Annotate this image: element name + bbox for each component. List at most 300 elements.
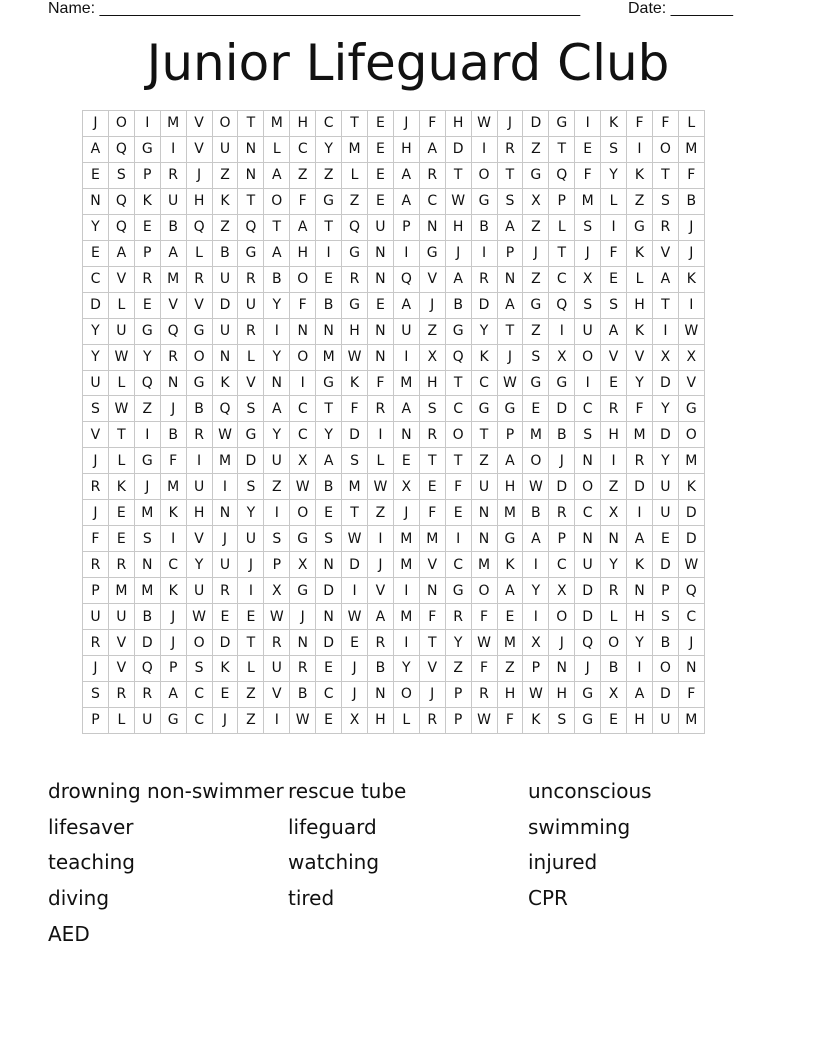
grid-cell[interactable]: A	[652, 266, 678, 292]
grid-cell[interactable]: G	[134, 448, 160, 474]
grid-cell[interactable]: P	[134, 240, 160, 266]
grid-cell[interactable]: N	[367, 266, 393, 292]
grid-cell[interactable]: I	[134, 111, 160, 137]
grid-cell[interactable]: R	[290, 656, 316, 682]
grid-cell[interactable]: H	[497, 474, 523, 500]
grid-cell[interactable]: C	[445, 396, 471, 422]
grid-cell[interactable]: A	[108, 240, 134, 266]
grid-cell[interactable]: R	[471, 266, 497, 292]
grid-cell[interactable]: I	[238, 578, 264, 604]
grid-cell[interactable]: D	[342, 552, 368, 578]
grid-cell[interactable]: D	[652, 370, 678, 396]
grid-cell[interactable]: A	[627, 526, 653, 552]
grid-cell[interactable]: N	[367, 318, 393, 344]
grid-cell[interactable]: J	[575, 240, 601, 266]
grid-cell[interactable]: S	[549, 707, 575, 733]
grid-cell[interactable]: U	[83, 604, 109, 630]
grid-cell[interactable]: Z	[290, 162, 316, 188]
grid-cell[interactable]: B	[549, 422, 575, 448]
grid-cell[interactable]: E	[393, 448, 419, 474]
grid-cell[interactable]: H	[497, 681, 523, 707]
grid-cell[interactable]: N	[83, 188, 109, 214]
grid-cell[interactable]: F	[419, 500, 445, 526]
grid-cell[interactable]: S	[134, 526, 160, 552]
grid-cell[interactable]: Y	[264, 422, 290, 448]
grid-cell[interactable]: U	[212, 136, 238, 162]
grid-cell[interactable]: F	[445, 474, 471, 500]
grid-cell[interactable]: A	[497, 214, 523, 240]
grid-cell[interactable]: J	[549, 630, 575, 656]
grid-cell[interactable]: U	[160, 188, 186, 214]
grid-cell[interactable]: M	[393, 526, 419, 552]
grid-cell[interactable]: W	[523, 474, 549, 500]
grid-cell[interactable]: R	[83, 630, 109, 656]
grid-cell[interactable]: H	[627, 292, 653, 318]
grid-cell[interactable]: N	[367, 681, 393, 707]
grid-cell[interactable]: R	[367, 396, 393, 422]
grid-cell[interactable]: V	[678, 370, 704, 396]
grid-cell[interactable]: K	[471, 344, 497, 370]
grid-cell[interactable]: N	[367, 344, 393, 370]
grid-cell[interactable]: D	[212, 292, 238, 318]
grid-cell[interactable]: L	[367, 448, 393, 474]
grid-cell[interactable]: V	[186, 136, 212, 162]
grid-cell[interactable]: D	[575, 578, 601, 604]
grid-cell[interactable]: R	[471, 681, 497, 707]
grid-cell[interactable]: L	[108, 292, 134, 318]
grid-cell[interactable]: I	[393, 240, 419, 266]
grid-cell[interactable]: S	[652, 604, 678, 630]
grid-cell[interactable]: R	[108, 681, 134, 707]
grid-cell[interactable]: M	[523, 422, 549, 448]
grid-cell[interactable]: M	[393, 370, 419, 396]
grid-cell[interactable]: A	[290, 214, 316, 240]
grid-cell[interactable]: F	[652, 111, 678, 137]
grid-cell[interactable]: J	[290, 604, 316, 630]
grid-cell[interactable]: Z	[523, 318, 549, 344]
grid-cell[interactable]: E	[238, 604, 264, 630]
grid-cell[interactable]: J	[367, 552, 393, 578]
grid-cell[interactable]: N	[575, 526, 601, 552]
grid-cell[interactable]: H	[627, 707, 653, 733]
grid-cell[interactable]: Q	[678, 578, 704, 604]
grid-cell[interactable]: W	[471, 111, 497, 137]
grid-cell[interactable]: U	[471, 474, 497, 500]
grid-cell[interactable]: R	[497, 136, 523, 162]
grid-cell[interactable]: I	[290, 370, 316, 396]
grid-cell[interactable]: O	[652, 656, 678, 682]
grid-cell[interactable]: H	[342, 318, 368, 344]
grid-cell[interactable]: I	[160, 136, 186, 162]
grid-cell[interactable]: F	[497, 707, 523, 733]
grid-cell[interactable]: F	[471, 604, 497, 630]
grid-cell[interactable]: L	[342, 162, 368, 188]
grid-cell[interactable]: Y	[316, 422, 342, 448]
grid-cell[interactable]: H	[445, 111, 471, 137]
grid-cell[interactable]: G	[523, 162, 549, 188]
grid-cell[interactable]: I	[393, 578, 419, 604]
grid-cell[interactable]: A	[393, 396, 419, 422]
name-field[interactable]: Name: ______________________________________________________	[48, 0, 581, 17]
grid-cell[interactable]: C	[549, 552, 575, 578]
grid-cell[interactable]: D	[652, 422, 678, 448]
grid-cell[interactable]: U	[212, 318, 238, 344]
grid-cell[interactable]: J	[160, 630, 186, 656]
grid-cell[interactable]: U	[575, 318, 601, 344]
grid-cell[interactable]: U	[367, 214, 393, 240]
grid-cell[interactable]: Q	[108, 136, 134, 162]
grid-cell[interactable]: I	[627, 656, 653, 682]
grid-cell[interactable]: G	[290, 578, 316, 604]
grid-cell[interactable]: G	[549, 370, 575, 396]
grid-cell[interactable]: Y	[627, 630, 653, 656]
grid-cell[interactable]: N	[238, 136, 264, 162]
grid-cell[interactable]: E	[316, 266, 342, 292]
grid-cell[interactable]: H	[549, 681, 575, 707]
grid-cell[interactable]: F	[342, 396, 368, 422]
grid-cell[interactable]: I	[393, 344, 419, 370]
grid-cell[interactable]: T	[316, 214, 342, 240]
grid-cell[interactable]: E	[134, 292, 160, 318]
grid-cell[interactable]: P	[549, 188, 575, 214]
grid-cell[interactable]: U	[238, 292, 264, 318]
grid-cell[interactable]: A	[627, 681, 653, 707]
grid-cell[interactable]: U	[108, 318, 134, 344]
grid-cell[interactable]: M	[342, 474, 368, 500]
grid-cell[interactable]: U	[652, 707, 678, 733]
grid-cell[interactable]: O	[575, 474, 601, 500]
grid-cell[interactable]: D	[575, 604, 601, 630]
grid-cell[interactable]: N	[471, 526, 497, 552]
grid-cell[interactable]: G	[238, 240, 264, 266]
grid-cell[interactable]: T	[471, 422, 497, 448]
grid-cell[interactable]: U	[393, 318, 419, 344]
grid-cell[interactable]: G	[160, 707, 186, 733]
grid-cell[interactable]: O	[186, 630, 212, 656]
grid-cell[interactable]: K	[678, 474, 704, 500]
grid-cell[interactable]: M	[212, 448, 238, 474]
grid-cell[interactable]: W	[212, 422, 238, 448]
grid-cell[interactable]: C	[678, 604, 704, 630]
grid-cell[interactable]: W	[678, 318, 704, 344]
grid-cell[interactable]: C	[419, 188, 445, 214]
grid-cell[interactable]: Z	[497, 656, 523, 682]
grid-cell[interactable]: H	[601, 422, 627, 448]
grid-cell[interactable]: X	[523, 630, 549, 656]
grid-cell[interactable]: T	[264, 214, 290, 240]
grid-cell[interactable]: P	[497, 240, 523, 266]
grid-cell[interactable]: D	[652, 552, 678, 578]
grid-cell[interactable]: L	[108, 707, 134, 733]
grid-cell[interactable]: I	[523, 552, 549, 578]
grid-cell[interactable]: H	[627, 604, 653, 630]
grid-cell[interactable]: J	[238, 552, 264, 578]
grid-cell[interactable]: Z	[134, 396, 160, 422]
grid-cell[interactable]: N	[419, 578, 445, 604]
grid-cell[interactable]: B	[316, 474, 342, 500]
grid-cell[interactable]: N	[367, 240, 393, 266]
grid-cell[interactable]: Y	[652, 396, 678, 422]
grid-cell[interactable]: S	[83, 396, 109, 422]
grid-cell[interactable]: M	[678, 136, 704, 162]
grid-cell[interactable]: Y	[316, 136, 342, 162]
grid-cell[interactable]: N	[549, 656, 575, 682]
grid-cell[interactable]: Y	[601, 162, 627, 188]
grid-cell[interactable]: P	[134, 162, 160, 188]
grid-cell[interactable]: K	[108, 474, 134, 500]
grid-cell[interactable]: G	[342, 292, 368, 318]
grid-cell[interactable]: Z	[523, 136, 549, 162]
grid-cell[interactable]: S	[523, 344, 549, 370]
grid-cell[interactable]: M	[160, 474, 186, 500]
grid-cell[interactable]: H	[393, 136, 419, 162]
grid-cell[interactable]: S	[238, 396, 264, 422]
grid-cell[interactable]: J	[575, 656, 601, 682]
grid-cell[interactable]: R	[160, 344, 186, 370]
grid-cell[interactable]: E	[445, 500, 471, 526]
grid-cell[interactable]: E	[108, 526, 134, 552]
grid-cell[interactable]: G	[678, 396, 704, 422]
grid-cell[interactable]: R	[212, 578, 238, 604]
grid-cell[interactable]: O	[575, 344, 601, 370]
grid-cell[interactable]: Y	[238, 500, 264, 526]
grid-cell[interactable]: K	[627, 162, 653, 188]
grid-cell[interactable]: W	[471, 630, 497, 656]
grid-cell[interactable]: U	[212, 552, 238, 578]
grid-cell[interactable]: M	[497, 630, 523, 656]
grid-cell[interactable]: T	[497, 162, 523, 188]
grid-cell[interactable]: M	[160, 111, 186, 137]
grid-cell[interactable]: V	[652, 240, 678, 266]
grid-cell[interactable]: E	[342, 630, 368, 656]
grid-cell[interactable]: Y	[83, 318, 109, 344]
grid-cell[interactable]: Q	[549, 292, 575, 318]
grid-cell[interactable]: Z	[212, 162, 238, 188]
grid-cell[interactable]: O	[445, 422, 471, 448]
grid-cell[interactable]: J	[212, 707, 238, 733]
grid-cell[interactable]: W	[342, 526, 368, 552]
grid-cell[interactable]: T	[652, 162, 678, 188]
grid-cell[interactable]: F	[83, 526, 109, 552]
grid-cell[interactable]: I	[160, 526, 186, 552]
grid-cell[interactable]: S	[342, 448, 368, 474]
grid-cell[interactable]: U	[212, 266, 238, 292]
grid-cell[interactable]: Z	[316, 162, 342, 188]
grid-cell[interactable]: J	[549, 448, 575, 474]
grid-cell[interactable]: D	[342, 422, 368, 448]
grid-cell[interactable]: I	[471, 240, 497, 266]
grid-cell[interactable]: S	[601, 136, 627, 162]
grid-cell[interactable]: Z	[212, 214, 238, 240]
grid-cell[interactable]: F	[678, 162, 704, 188]
grid-cell[interactable]: Z	[445, 656, 471, 682]
grid-cell[interactable]: H	[186, 500, 212, 526]
grid-cell[interactable]: X	[652, 344, 678, 370]
grid-cell[interactable]: W	[342, 604, 368, 630]
grid-cell[interactable]: A	[497, 578, 523, 604]
grid-cell[interactable]: F	[471, 656, 497, 682]
grid-cell[interactable]: Y	[523, 578, 549, 604]
grid-cell[interactable]: Q	[238, 214, 264, 240]
grid-cell[interactable]: L	[264, 136, 290, 162]
grid-cell[interactable]: E	[652, 526, 678, 552]
grid-cell[interactable]: D	[549, 396, 575, 422]
grid-cell[interactable]: N	[575, 448, 601, 474]
grid-cell[interactable]: S	[601, 292, 627, 318]
grid-cell[interactable]: B	[652, 630, 678, 656]
grid-cell[interactable]: Z	[342, 188, 368, 214]
grid-cell[interactable]: I	[549, 318, 575, 344]
grid-cell[interactable]: N	[316, 604, 342, 630]
grid-cell[interactable]: W	[186, 604, 212, 630]
grid-cell[interactable]: C	[316, 111, 342, 137]
grid-cell[interactable]: J	[83, 500, 109, 526]
grid-cell[interactable]: R	[419, 707, 445, 733]
grid-cell[interactable]: A	[445, 266, 471, 292]
grid-cell[interactable]: V	[419, 552, 445, 578]
grid-cell[interactable]: U	[575, 552, 601, 578]
grid-cell[interactable]: E	[316, 656, 342, 682]
grid-cell[interactable]: D	[445, 136, 471, 162]
grid-cell[interactable]: T	[549, 136, 575, 162]
grid-cell[interactable]: C	[160, 552, 186, 578]
grid-cell[interactable]: I	[627, 136, 653, 162]
grid-cell[interactable]: N	[601, 526, 627, 552]
grid-cell[interactable]: X	[393, 474, 419, 500]
grid-cell[interactable]: I	[652, 318, 678, 344]
grid-cell[interactable]: N	[497, 266, 523, 292]
grid-cell[interactable]: G	[419, 240, 445, 266]
grid-cell[interactable]: T	[238, 188, 264, 214]
grid-cell[interactable]: J	[212, 526, 238, 552]
grid-cell[interactable]: V	[264, 681, 290, 707]
grid-cell[interactable]: P	[445, 681, 471, 707]
grid-cell[interactable]: N	[212, 344, 238, 370]
grid-cell[interactable]: T	[497, 318, 523, 344]
grid-cell[interactable]: R	[601, 396, 627, 422]
grid-cell[interactable]: C	[575, 500, 601, 526]
grid-cell[interactable]: I	[264, 500, 290, 526]
grid-cell[interactable]: O	[290, 344, 316, 370]
grid-cell[interactable]: D	[238, 448, 264, 474]
grid-cell[interactable]: Y	[627, 370, 653, 396]
grid-cell[interactable]: R	[160, 162, 186, 188]
grid-cell[interactable]: K	[212, 188, 238, 214]
grid-cell[interactable]: E	[601, 707, 627, 733]
grid-cell[interactable]: Q	[575, 630, 601, 656]
grid-cell[interactable]: B	[160, 214, 186, 240]
grid-cell[interactable]: B	[160, 422, 186, 448]
grid-cell[interactable]: I	[134, 422, 160, 448]
grid-cell[interactable]: A	[497, 448, 523, 474]
grid-cell[interactable]: N	[212, 500, 238, 526]
grid-cell[interactable]: D	[523, 111, 549, 137]
grid-cell[interactable]: J	[419, 681, 445, 707]
grid-cell[interactable]: V	[419, 266, 445, 292]
grid-cell[interactable]: S	[419, 396, 445, 422]
grid-cell[interactable]: Z	[601, 474, 627, 500]
grid-cell[interactable]: W	[290, 474, 316, 500]
grid-cell[interactable]: Q	[212, 396, 238, 422]
grid-cell[interactable]: E	[419, 474, 445, 500]
grid-cell[interactable]: G	[497, 526, 523, 552]
grid-cell[interactable]: D	[678, 526, 704, 552]
grid-cell[interactable]: D	[212, 630, 238, 656]
grid-cell[interactable]: N	[471, 500, 497, 526]
grid-cell[interactable]: G	[342, 240, 368, 266]
grid-cell[interactable]: U	[264, 448, 290, 474]
grid-cell[interactable]: U	[134, 707, 160, 733]
grid-cell[interactable]: P	[83, 578, 109, 604]
grid-cell[interactable]: X	[678, 344, 704, 370]
grid-cell[interactable]: P	[652, 578, 678, 604]
grid-cell[interactable]: I	[367, 526, 393, 552]
grid-cell[interactable]: J	[393, 500, 419, 526]
grid-cell[interactable]: C	[471, 370, 497, 396]
grid-cell[interactable]: X	[575, 266, 601, 292]
grid-cell[interactable]: A	[316, 448, 342, 474]
grid-cell[interactable]: V	[601, 344, 627, 370]
grid-cell[interactable]: X	[549, 578, 575, 604]
grid-cell[interactable]: T	[652, 292, 678, 318]
grid-cell[interactable]: D	[134, 630, 160, 656]
grid-cell[interactable]: M	[393, 604, 419, 630]
grid-cell[interactable]: A	[160, 240, 186, 266]
grid-cell[interactable]: H	[290, 111, 316, 137]
grid-cell[interactable]: N	[419, 214, 445, 240]
grid-cell[interactable]: N	[627, 578, 653, 604]
grid-cell[interactable]: R	[419, 422, 445, 448]
grid-cell[interactable]: A	[497, 292, 523, 318]
grid-cell[interactable]: B	[134, 604, 160, 630]
grid-cell[interactable]: E	[367, 162, 393, 188]
grid-cell[interactable]: M	[342, 136, 368, 162]
grid-cell[interactable]: K	[497, 552, 523, 578]
grid-cell[interactable]: A	[367, 604, 393, 630]
grid-cell[interactable]: M	[678, 448, 704, 474]
grid-cell[interactable]: N	[290, 630, 316, 656]
grid-cell[interactable]: U	[83, 370, 109, 396]
grid-cell[interactable]: F	[419, 604, 445, 630]
grid-cell[interactable]: E	[212, 681, 238, 707]
grid-cell[interactable]: T	[238, 630, 264, 656]
grid-cell[interactable]: M	[108, 578, 134, 604]
grid-cell[interactable]: K	[627, 240, 653, 266]
grid-cell[interactable]: Q	[108, 214, 134, 240]
grid-cell[interactable]: J	[186, 162, 212, 188]
grid-cell[interactable]: R	[238, 266, 264, 292]
grid-cell[interactable]: C	[186, 707, 212, 733]
grid-cell[interactable]: Q	[393, 266, 419, 292]
grid-cell[interactable]: N	[238, 162, 264, 188]
grid-cell[interactable]: A	[393, 162, 419, 188]
grid-cell[interactable]: P	[160, 656, 186, 682]
grid-cell[interactable]: N	[290, 318, 316, 344]
grid-cell[interactable]: R	[108, 552, 134, 578]
date-field[interactable]: Date: _______	[628, 0, 733, 17]
grid-cell[interactable]: P	[264, 552, 290, 578]
grid-cell[interactable]: V	[186, 526, 212, 552]
grid-cell[interactable]: B	[445, 292, 471, 318]
grid-cell[interactable]: R	[601, 578, 627, 604]
grid-cell[interactable]: O	[212, 111, 238, 137]
grid-cell[interactable]: X	[549, 344, 575, 370]
grid-cell[interactable]: R	[627, 448, 653, 474]
grid-cell[interactable]: P	[549, 526, 575, 552]
grid-cell[interactable]: D	[83, 292, 109, 318]
grid-cell[interactable]: R	[83, 552, 109, 578]
grid-cell[interactable]: X	[523, 188, 549, 214]
